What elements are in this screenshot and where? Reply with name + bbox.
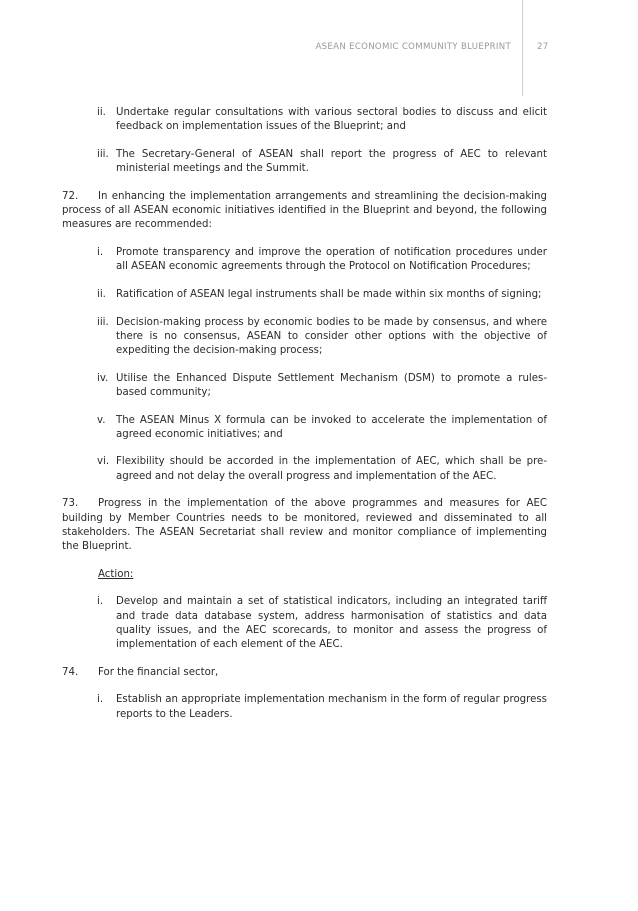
header-divider — [522, 0, 523, 96]
list-item — [62, 148, 547, 176]
list-marker: ii. — [97, 288, 106, 300]
list-item — [62, 372, 547, 400]
action-label: Action — [98, 568, 130, 580]
list-item-text: Flexibility should be accorded in the implementation of AEC, which shall be pre-agreed and not delay the overall progress and implementation of the AEC. — [116, 456, 547, 482]
paragraph-73 — [62, 497, 547, 554]
list-item — [62, 316, 547, 359]
list-item-text: Promote transparency and improve the operation of notification procedures under all ASEAN economic agreements through the Protocol on Notification Procedures; — [116, 246, 547, 273]
list-marker: i. — [97, 246, 104, 258]
list-marker: iii. — [97, 148, 109, 160]
list-marker: i. — [97, 596, 104, 608]
list-item-text: Develop and maintain a set of statistical indicators, including an integrated tariff and trade data database system, address harmonisation of statistics and data quality issues, and the AEC scorecards, to monitor and assess the progress of implementation of each element of the AEC. — [116, 596, 547, 650]
paragraph-number: 72. — [62, 190, 79, 202]
list-item — [62, 693, 547, 721]
list-item-text: Undertake regular consultations with various sectoral bodies to discuss and elicit feedback on implementation issues of the Blueprint; and — [116, 107, 547, 133]
list-item — [62, 455, 547, 483]
list-marker: ii. — [97, 107, 106, 118]
list-marker: iv. — [97, 372, 109, 384]
paragraph-72 — [62, 190, 547, 233]
page-body — [62, 106, 547, 735]
list-marker: vi. — [97, 456, 110, 468]
paragraph-text: For the financial sector, — [98, 666, 219, 678]
list-item — [62, 414, 547, 442]
list-item-text: Establish an appropriate implementation mechanism in the form of regular progress reports to the Leaders. — [116, 694, 547, 720]
list-item-text: Decision-making process by economic bodies to be made by consensus, and where there is no consensus, ASEAN to consider other options with the objective of expediting the decision-making process; — [116, 316, 547, 356]
list-item — [62, 595, 547, 652]
list-item — [62, 106, 547, 134]
paragraph-number: 74. — [62, 666, 79, 678]
paragraph-74 — [62, 666, 547, 680]
running-header — [0, 42, 638, 56]
list-item-text: The ASEAN Minus X formula can be invoked to accelerate the implementation of agreed economic initiatives; and — [116, 414, 547, 440]
action-colon: : — [129, 568, 134, 580]
paragraph-text: Progress in the implementation of the above programmes and measures for AEC building by Member Countries needs to be monitored, reviewed and disseminated to all stakeholders. The ASEAN Secretariat shall review and monitor compliance of implementing the Blueprint. — [62, 498, 547, 552]
header-title: ASEAN ECONOMIC COMMUNITY BLUEPRINT — [315, 42, 511, 52]
list-item — [62, 246, 547, 274]
page-number: 27 — [537, 42, 549, 52]
list-marker: v. — [97, 414, 106, 426]
paragraph-text: In enhancing the implementation arrangements and streamlining the decision-making process of all ASEAN economic initiatives identified in the Blueprint and beyond, the following measures are recommended: — [62, 190, 547, 231]
list-marker: iii. — [97, 316, 109, 328]
list-marker: i. — [97, 694, 104, 706]
action-heading — [62, 568, 547, 582]
list-item — [62, 288, 547, 302]
list-item-text: The Secretary-General of ASEAN shall report the progress of AEC to relevant ministerial meetings and the Summit. — [116, 148, 547, 175]
list-item-text: Ratification of ASEAN legal instruments shall be made within six months of signing; — [116, 288, 542, 300]
list-item-text: Utilise the Enhanced Dispute Settlement Mechanism (DSM) to promote a rules-based community; — [116, 372, 547, 398]
paragraph-number: 73. — [62, 498, 79, 510]
